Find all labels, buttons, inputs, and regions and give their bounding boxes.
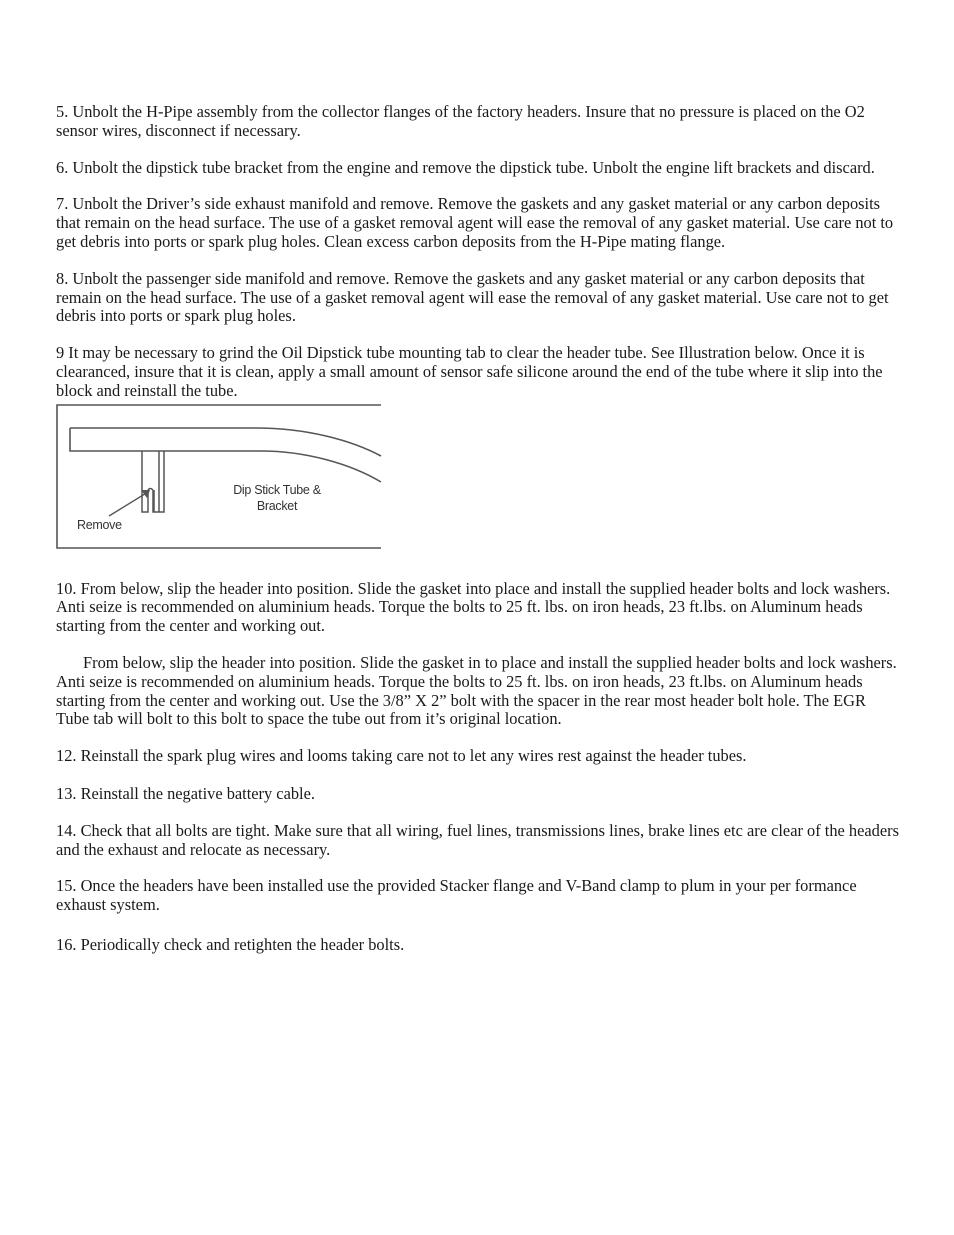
step-16: 16. Periodically check and retighten the header bolts. bbox=[56, 934, 405, 954]
step-6: 6. Unbolt the dipstick tube bracket from the engine and remove the dipstick tube. Unbolt the engine lift brackets and discard. bbox=[56, 157, 875, 177]
bracket-tab bbox=[142, 451, 164, 512]
step-5: 5. Unbolt the H-Pipe assembly from the collector flanges of the factory headers. Insure that no pressure is placed on the O2 sensor wires, disconnect if necessary. bbox=[56, 102, 865, 140]
tube-bottom-edge bbox=[70, 428, 381, 482]
step-10: 10. From below, slip the header into position. Slide the gasket into place and install the supplied header bolts and lock washers. Anti seize is recommended on aluminium heads. Torque the bolts to 25 ft. lbs. on iron heads, 23 ft.lbs. on Aluminum heads starting from the center and working out. bbox=[56, 578, 891, 636]
step-14: 14. Check that all bolts are tight. Make sure that all wiring, fuel lines, transmissions lines, brake lines etc are clear of the headers and the exhaust and relocate as necessary. bbox=[56, 820, 899, 859]
tube-label-line-1: Dip Stick Tube & bbox=[233, 482, 321, 497]
step-7: 7. Unbolt the Driver’s side exhaust manifold and remove. Remove the gaskets and any gasket material or any carbon deposits that remain on the head surface. The use of a gasket removal agent will ease the removal of any gasket material. Use care not to get debris into ports or spark plug holes. Clean excess carbon deposits from the H-Pipe mating flange. bbox=[56, 194, 894, 251]
step-12: 12. Reinstall the spark plug wires and looms taking care not to let any wires rest against the header tubes. bbox=[56, 746, 747, 766]
remove-label: Remove bbox=[77, 517, 122, 532]
tube-label-line-2: Bracket bbox=[256, 498, 298, 513]
step-13: 13. Reinstall the negative battery cable. bbox=[56, 783, 315, 803]
tube-bracket-label bbox=[221, 482, 333, 514]
step-9: 9 It may be necessary to grind the Oil Dipstick tube mounting tab to clear the header tube. See Illustration below. Once it is clearanced, insure that it is clean, apply a small amount of sensor safe silicone around the end of the tube where it slip into the block and reinstall the tube. bbox=[56, 343, 883, 400]
instruction-page bbox=[56, 103, 900, 955]
step-8: 8. Unbolt the passenger side manifold and remove. Remove the gaskets and any gasket material or any carbon deposits that remain on the head surface. The use of a gasket removal agent will ease the removal of any gasket material. Use care not to get debris into ports or spark plug holes. bbox=[56, 268, 889, 326]
dipstick-tube-illustration bbox=[56, 404, 382, 550]
step-15: 15. Once the headers have been installed use the provided Stacker flange and V-Band clamp to plum in your per formance exhaust system. bbox=[56, 876, 857, 915]
step-11: From below, slip the header into position. Slide the gasket in to place and install the supplied header bolts and lock washers. Anti seize is recommended on aluminium heads. Torque the bolts to 25 ft. lbs. on iron heads, 23 ft.lbs. on Aluminum heads starting from the center and working out. Use the 3/8” X 2” bolt with the spacer in the rear most header bolt hole. The EGR Tube tab will bolt to this bolt to space the tube out from it’s original location. bbox=[56, 652, 897, 729]
